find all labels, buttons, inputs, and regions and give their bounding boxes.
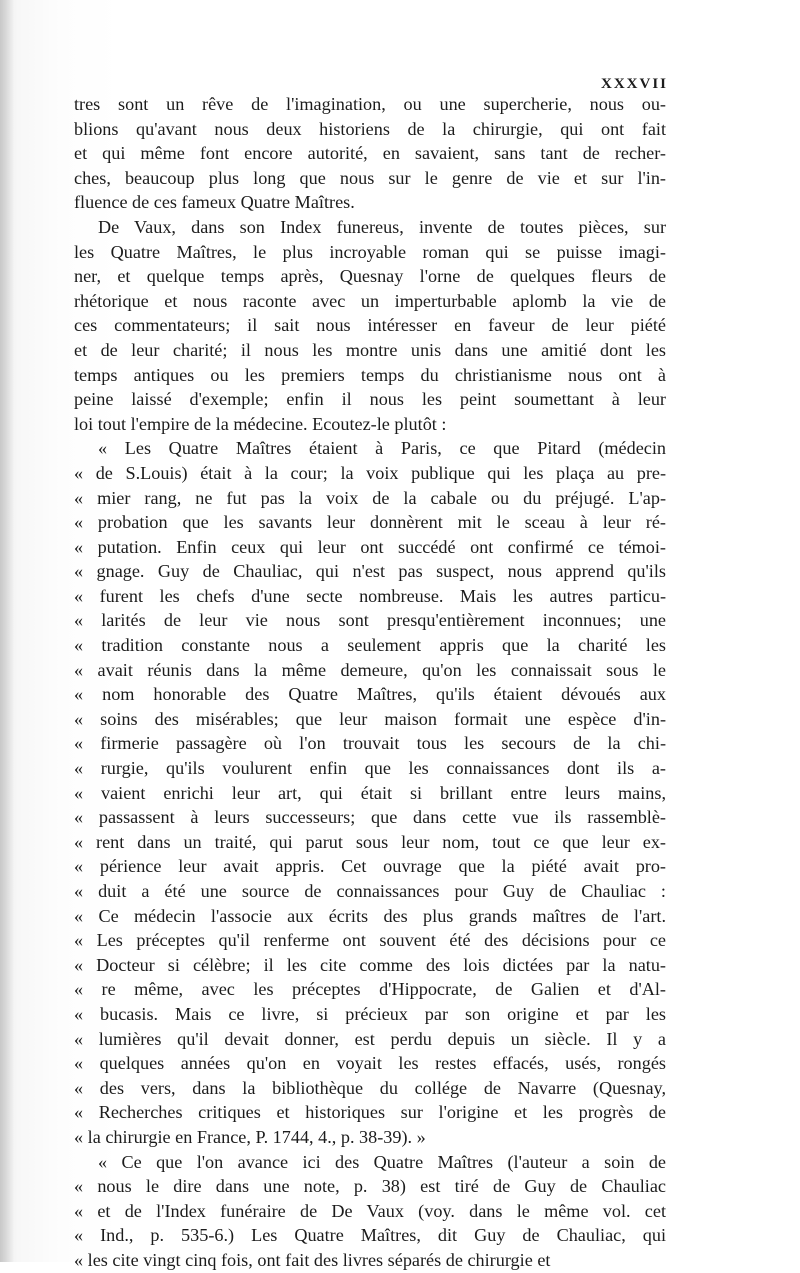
text-line: « Recherches critiques et historiques sur l'origine et les progrès de — [74, 1102, 666, 1123]
body-text — [74, 92, 666, 1273]
text-line: « duit a été une source de connaissances pour Guy de Chauliac : — [74, 881, 666, 901]
text-line: fluence de ces fameux Quatre Maîtres. — [74, 192, 355, 213]
text-line: « Les préceptes qu'il renferme ont souvent été des décisions pour ce — [74, 930, 666, 951]
text-line: les Quatre Maîtres, le plus incroyable roman qui se puisse imagi- — [74, 241, 666, 262]
text-line: ner, et quelque temps après, Quesnay l'orne de quelques fleurs de — [74, 266, 666, 287]
text-line: peine laissé d'exemple; enfin il nous les peint soumettant à leur — [74, 389, 666, 410]
text-line: « et de l'Index funéraire de De Vaux (voy. dans le même vol. cet — [74, 1200, 666, 1221]
text-line: « Ce que l'on avance ici des Quatre Maîtres (l'auteur a soin de — [98, 1151, 666, 1172]
text-line: « tradition constante nous a seulement appris que la charité les — [74, 635, 666, 656]
text-line: « nom honorable des Quatre Maîtres, qu'ils étaient dévoués aux — [74, 684, 666, 705]
text-line: « nous le dire dans une note, p. 38) est tiré de Guy de Chauliac — [74, 1176, 666, 1197]
text-line: tres sont un rêve de l'imagination, ou une supercherie, nous ou- — [74, 94, 666, 114]
text-line: « passassent à leurs successeurs; que dans cette vue ils rassemblè- — [74, 807, 666, 828]
text-line: « la chirurgie en France, P. 1744, 4., p. 38-39). » — [74, 1126, 426, 1147]
page-number: XXXVII — [600, 76, 668, 92]
text-line: De Vaux, dans son Index funereus, invente de toutes pièces, sur — [98, 216, 666, 237]
text-line: « putation. Enfin ceux qui leur ont succédé ont confirmé ce témoi- — [74, 536, 666, 557]
text-line: ches, beaucoup plus long que nous sur le genre de vie et sur l'in- — [74, 167, 666, 188]
text-line: blions qu'avant nous deux historiens de la chirurgie, qui ont fait — [74, 118, 666, 139]
text-line: « mier rang, ne fut pas la voix de la cabale ou du préjugé. L'ap- — [74, 487, 666, 508]
text-line: « les cite vingt cinq fois, ont fait des livres séparés de chirurgie et — [74, 1249, 551, 1270]
text-line: « quelques années qu'on en voyait les restes effacés, usés, rongés — [74, 1053, 666, 1074]
text-line: et qui même font encore autorité, en savaient, sans tant de recher- — [74, 143, 666, 164]
text-line: « rent dans un traité, qui parut sous leur nom, tout ce que leur ex- — [74, 831, 666, 852]
text-line: « gnage. Guy de Chauliac, qui n'est pas suspect, nous apprend qu'ils — [74, 561, 666, 582]
text-line: « vaient enrichi leur art, qui était si brillant entre leurs mains, — [74, 782, 666, 803]
text-line: ces commentateurs; il sait nous intéresser en faveur de leur piété — [74, 315, 666, 336]
text-line: « avait réunis dans la même demeure, qu'on les connaissait sous le — [74, 659, 666, 680]
text-line: « firmerie passagère où l'on trouvait tous les secours de la chi- — [74, 733, 666, 754]
text-line: « des vers, dans la bibliothèque du collége de Navarre (Quesnay, — [74, 1077, 666, 1098]
text-line: « larités de leur vie nous sont presqu'entièrement inconnues; une — [74, 610, 666, 631]
text-line: « probation que les savants leur donnèrent mit le sceau à leur ré- — [74, 512, 666, 533]
gutter-shadow — [0, 0, 14, 1262]
text-line: « lumières qu'il devait donner, est perdu depuis un siècle. Il y a — [74, 1028, 666, 1049]
text-line: temps antiques ou les premiers temps du christianisme nous ont à — [74, 364, 666, 385]
text-line: « furent les chefs d'une secte nombreuse. Mais les autres particu- — [74, 585, 666, 606]
text-line: « bucasis. Mais ce livre, si précieux par son origine et par les — [74, 1003, 666, 1024]
text-line: « re même, avec les préceptes d'Hippocrate, de Galien et d'Al- — [74, 979, 666, 1000]
text-line: rhétorique et nous raconte avec un imperturbable aplomb la vie de — [74, 290, 666, 311]
text-line: « rurgie, qu'ils voulurent enfin que les connaissances dont ils a- — [74, 758, 666, 779]
text-line: « Les Quatre Maîtres étaient à Paris, ce que Pitard (médecin — [98, 438, 666, 459]
text-line: « soins des misérables; que leur maison formait une espèce d'in- — [74, 708, 666, 729]
text-line: et de leur charité; il nous les montre unis dans une amitié dont les — [74, 339, 666, 360]
text-line: « Docteur si célèbre; il les cite comme des lois dictées par la natu- — [74, 954, 666, 975]
text-line: « de S.Louis) était à la cour; la voix publique qui les plaça au pre- — [74, 462, 666, 483]
text-line: loi tout l'empire de la médecine. Ecoutez-le plutôt : — [74, 413, 447, 434]
text-line: « Ce médecin l'associe aux écrits des plus grands maîtres de l'art. — [74, 905, 666, 926]
text-line: « périence leur avait appris. Cet ouvrage que la piété avait pro- — [74, 856, 666, 877]
text-line: « Ind., p. 535-6.) Les Quatre Maîtres, dit Guy de Chauliac, qui — [74, 1225, 666, 1246]
